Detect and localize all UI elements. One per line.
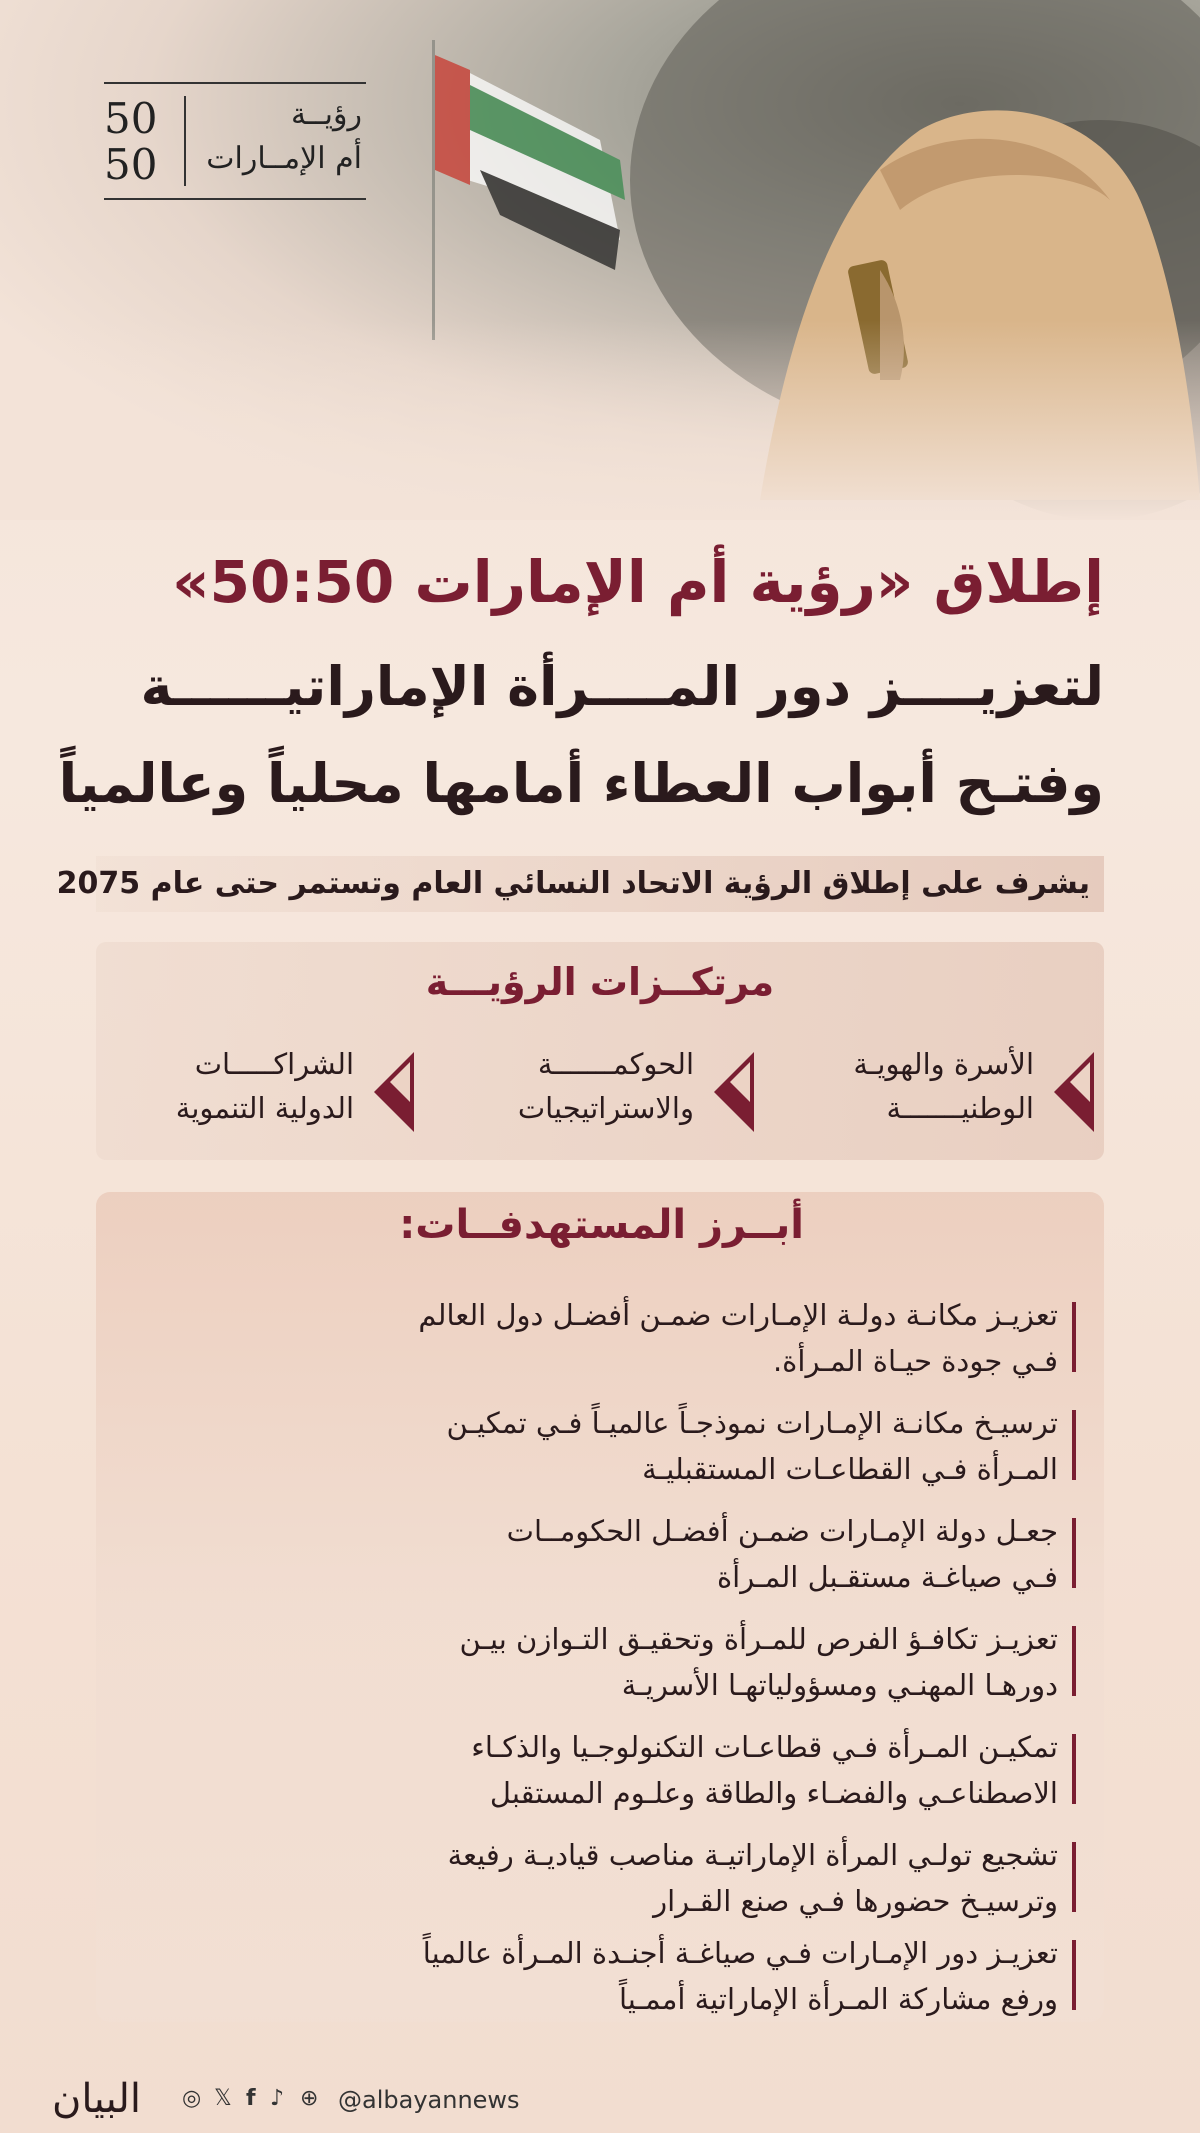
- pillar-label-line2: الدولية التنموية: [175, 1091, 354, 1125]
- pillar-label-line2: والاستراتيجيات: [517, 1091, 694, 1125]
- goals-panel: [96, 1192, 1104, 2022]
- pillar-label: [853, 1042, 1034, 1130]
- hero-fade: [0, 320, 1200, 520]
- x-icon[interactable]: 𝕏: [214, 2086, 232, 2111]
- facebook-icon[interactable]: f: [246, 2086, 256, 2111]
- brand-logo: البيان: [52, 2076, 142, 2122]
- goal-line2: فـي جودة حيـاة المـرأة.: [772, 1344, 1058, 1378]
- hero-image: [0, 0, 1200, 520]
- goal-marker: [1072, 1842, 1076, 1912]
- logo-text-bottom: أم الإمــارات: [206, 141, 362, 176]
- goal-marker: [1072, 1626, 1076, 1696]
- goal-item: [178, 1724, 1058, 1816]
- goal-marker: [1072, 1410, 1076, 1480]
- goal-line1: جعـل دولة الإمـارات ضمـن أفضـل الحكومــات: [506, 1514, 1058, 1548]
- headline-title: إطلاق «رؤية أم الإمارات 50:50»: [172, 548, 1104, 616]
- pillar-item: [114, 1042, 414, 1142]
- pillar-label-line1: الشراكـــــات: [194, 1047, 354, 1081]
- logo-number-top: 50: [104, 94, 158, 143]
- goal-item: [178, 1400, 1058, 1492]
- goal-line2: الاصطناعـي والفضـاء والطاقة وعلـوم المستقبل: [489, 1776, 1058, 1810]
- goal-item: [178, 1292, 1058, 1384]
- logo-rule-bottom: [104, 198, 366, 200]
- goal-marker: [1072, 1518, 1076, 1588]
- logo-rule-top: [104, 82, 366, 84]
- goal-marker: [1072, 1734, 1076, 1804]
- flag-pole: [432, 40, 435, 340]
- goal-line1: تمكيـن المـرأة فـي قطاعـات التكنولوجـيا والذكـاء: [471, 1730, 1058, 1764]
- footer: [0, 2076, 1200, 2133]
- pillar-label-line2: الوطنيـــــــة: [886, 1091, 1034, 1125]
- headline-subtitle-1: لتعزيــــز دور المــــرأة الإماراتيــــــة: [140, 655, 1104, 718]
- goal-line2: وترسيـخ حضورها فـي صنع القـرار: [653, 1884, 1058, 1918]
- goal-line1: ترسيـخ مكانـة الإمـارات نموذجـاً عالميـاً فـي تمكيـن: [446, 1406, 1058, 1440]
- tiktok-icon[interactable]: ♪: [270, 2086, 285, 2111]
- logo-number-bottom: 50: [104, 140, 158, 189]
- pillar-label-line1: الأسرة والهويـة: [853, 1047, 1034, 1081]
- goal-marker: [1072, 1940, 1076, 2010]
- goal-item: [178, 1930, 1058, 2022]
- pillar-item: [454, 1042, 754, 1142]
- goals-title: أبــرز المستهدفــات:: [399, 1202, 804, 1248]
- pillar-item: [794, 1042, 1094, 1142]
- goal-line2: فـي صياغـة مستقـبل المـرأة: [716, 1560, 1058, 1594]
- goal-line2: المـرأة فـي القطاعـات المستقبليـة: [642, 1452, 1058, 1486]
- goal-line1: تعزيـز مكانـة دولـة الإمـارات ضمـن أفضـل دول العالم: [418, 1298, 1058, 1332]
- subline-text: يشرف على إطلاق الرؤية الاتحاد النسائي العام وتستمر حتى عام 2075: [56, 866, 1090, 901]
- goal-line2: دورهـا المهنـي ومسؤولياتهـا الأسريـة: [621, 1668, 1058, 1702]
- goal-line1: تعزيـز دور الإمـارات فـي صياغـة أجنـدة المـرأة عالمياً: [422, 1936, 1058, 1970]
- globe-icon[interactable]: ⊕: [300, 2086, 319, 2111]
- goal-line1: تعزيـز تكافـؤ الفرص للمـرأة وتحقيـق التـوازن بيـن: [459, 1622, 1058, 1656]
- subline-banner: [56, 856, 1104, 912]
- pillar-label: [518, 1042, 694, 1130]
- goal-line1: تشجيع تولـي المرأة الإماراتيـة مناصب قياديـة رفيعة: [447, 1838, 1058, 1872]
- goal-item: [178, 1616, 1058, 1708]
- logo-separator: [184, 96, 186, 186]
- goal-line2: ورفع مشاركة المـرأة الإماراتية أممـياً: [618, 1982, 1058, 2016]
- vision-logo: [104, 82, 366, 200]
- goal-marker: [1072, 1302, 1076, 1372]
- headline-subtitle-2: وفتـح أبواب العطاء أمامها محلياً وعالمياً: [58, 752, 1104, 815]
- pillars-title: مرتكــزات الرؤيـــة: [425, 960, 775, 1004]
- pillar-label: [176, 1042, 354, 1130]
- pillar-label-line1: الحوكمـــــــة: [537, 1047, 694, 1081]
- social-handle[interactable]: @albayannews: [338, 2086, 520, 2114]
- goal-item: [178, 1832, 1058, 1924]
- goal-item: [178, 1508, 1058, 1600]
- uae-flag-icon: [435, 55, 625, 270]
- logo-text-top: رؤيــة: [291, 97, 362, 132]
- instagram-icon[interactable]: ◎: [182, 2086, 202, 2111]
- pillars-panel: [96, 942, 1104, 1160]
